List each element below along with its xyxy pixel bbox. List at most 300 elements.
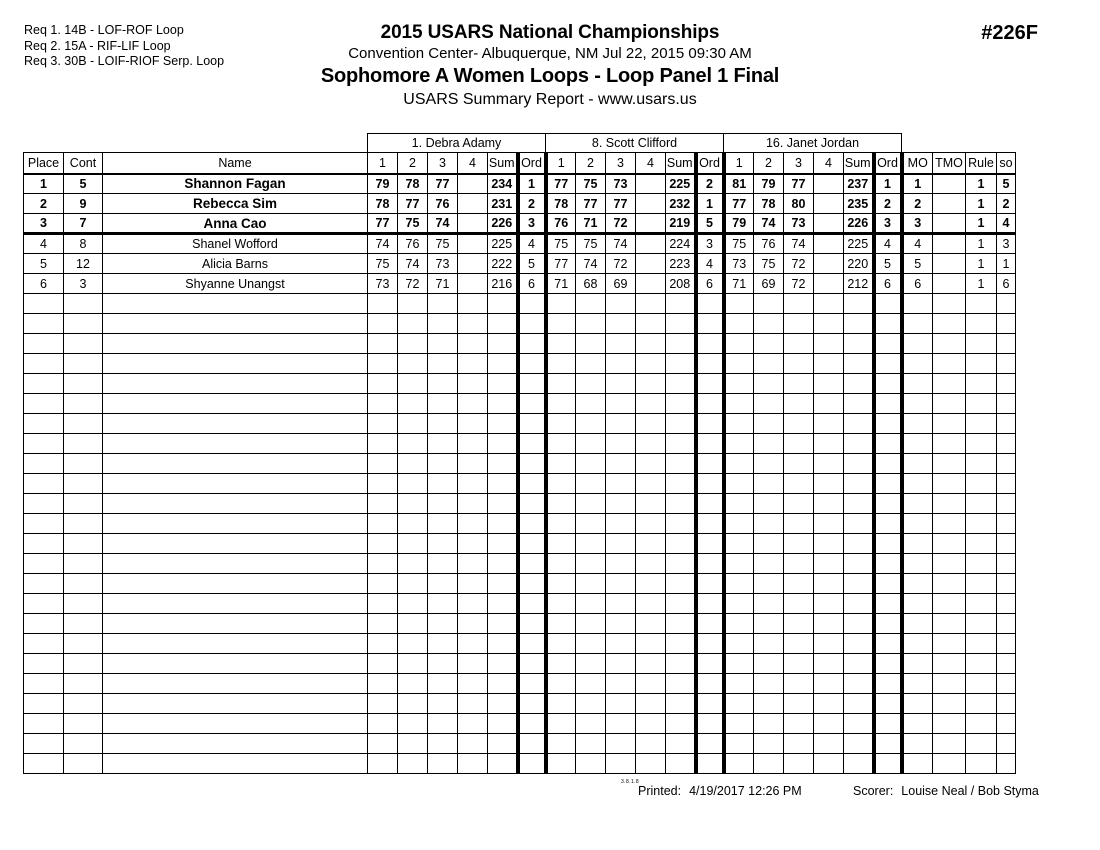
- cell-j2-score: [576, 734, 606, 754]
- column-header-tmo: TMO: [933, 153, 966, 174]
- cell-j2-score: [606, 714, 636, 734]
- empty-table-row: [24, 534, 1016, 554]
- cell-cont: [64, 734, 103, 754]
- cell-j1-score: [368, 654, 398, 674]
- cell-rule: [966, 754, 997, 774]
- cell-cont: [64, 494, 103, 514]
- cell-j1-score: [488, 594, 518, 614]
- cell-j1-score: [428, 314, 458, 334]
- cell-j1-score: [368, 754, 398, 774]
- cell-j3-score: [814, 294, 844, 314]
- cell-j2-score: [606, 294, 636, 314]
- cell-j1-score: [488, 654, 518, 674]
- cell-tmo: [933, 554, 966, 574]
- cell-mo: [902, 314, 933, 334]
- cell-j3-ord: [874, 374, 902, 394]
- cell-cont: [64, 534, 103, 554]
- cell-j3-score: [754, 394, 784, 414]
- cell-place: [24, 714, 64, 734]
- cell-j2-score: [576, 314, 606, 334]
- cell-j3-score: [754, 474, 784, 494]
- cell-j2-score: [606, 374, 636, 394]
- column-header-j3-ord: Ord: [874, 153, 902, 174]
- cell-j1-score: [458, 594, 488, 614]
- column-header-row: [24, 153, 1016, 174]
- cell-j3-score: [754, 514, 784, 534]
- cell-j2-ord: [696, 474, 724, 494]
- cell-mo: [902, 674, 933, 694]
- cell-j2-score: [636, 414, 666, 434]
- cell-j2-score: [576, 534, 606, 554]
- cell-j3-score: [784, 514, 814, 534]
- cell-j3-score: [784, 394, 814, 414]
- cell-j1-e1: 77: [368, 214, 398, 234]
- score-sheet: [23, 133, 1016, 774]
- cell-place: [24, 574, 64, 594]
- cell-place: [24, 454, 64, 474]
- cell-j1-score: [458, 334, 488, 354]
- build-code: 3.8.1.8: [621, 779, 640, 785]
- empty-table-row: [24, 454, 1016, 474]
- cell-j1-score: [398, 694, 428, 714]
- cell-j3-e1: 81: [724, 174, 754, 194]
- cell-j3-ord: [874, 294, 902, 314]
- cell-so: [997, 674, 1016, 694]
- cell-j1-ord: [518, 674, 546, 694]
- cell-j1-score: [458, 314, 488, 334]
- cell-j3-score: [724, 294, 754, 314]
- cell-j3-ord: 2: [874, 194, 902, 214]
- cell-j1-ord: 5: [518, 254, 546, 274]
- cell-cont: [64, 754, 103, 774]
- cell-j1-score: [488, 354, 518, 374]
- cell-tmo: [933, 514, 966, 534]
- cell-j2-e4: [636, 194, 666, 214]
- cell-j1-score: [488, 294, 518, 314]
- cell-skater-name: Shyanne Unangst: [103, 274, 368, 294]
- cell-place: [24, 674, 64, 694]
- cell-j1-score: [458, 354, 488, 374]
- cell-j1-ord: [518, 354, 546, 374]
- cell-j1-score: [488, 554, 518, 574]
- cell-cont: [64, 654, 103, 674]
- cell-j1-score: [368, 534, 398, 554]
- cell-j1-score: [398, 394, 428, 414]
- cell-j2-ord: [696, 574, 724, 594]
- cell-rule: [966, 354, 997, 374]
- cell-j2-score: [576, 354, 606, 374]
- cell-j2-score: [636, 594, 666, 614]
- cell-j2-score: [636, 634, 666, 654]
- cell-tmo: [933, 334, 966, 354]
- cell-j1-score: [428, 674, 458, 694]
- cell-j3-ord: [874, 554, 902, 574]
- cell-j2-ord: 1: [696, 194, 724, 214]
- cell-mo: [902, 694, 933, 714]
- cell-j1-score: [488, 734, 518, 754]
- cell-j3-e3: 77: [784, 174, 814, 194]
- cell-so: 6: [997, 274, 1016, 294]
- column-header-so: so: [997, 153, 1016, 174]
- cell-j1-score: [488, 374, 518, 394]
- cell-j2-score: [606, 454, 636, 474]
- cell-j2-score: [666, 674, 696, 694]
- cell-j2-score: [576, 594, 606, 614]
- cell-j1-score: [368, 434, 398, 454]
- cell-j1-score: [488, 674, 518, 694]
- cell-j1-ord: [518, 714, 546, 734]
- cell-mo: [902, 574, 933, 594]
- cell-skater-name: [103, 334, 368, 354]
- cell-j2-score: [636, 434, 666, 454]
- cell-j1-score: [428, 454, 458, 474]
- cell-j2-score: [606, 494, 636, 514]
- cell-j2-ord: [696, 554, 724, 574]
- cell-mo: [902, 394, 933, 414]
- cell-j1-score: [458, 634, 488, 654]
- cell-j2-ord: [696, 674, 724, 694]
- column-header-j1-elem2: 2: [398, 153, 428, 174]
- cell-skater-name: Shannon Fagan: [103, 174, 368, 194]
- requirement-line: Req 3. 30B - LOIF-RIOF Serp. Loop: [24, 54, 225, 68]
- cell-j3-e3: 72: [784, 274, 814, 294]
- cell-skater-name: [103, 514, 368, 534]
- cell-skater-name: [103, 494, 368, 514]
- cell-j1-score: [428, 294, 458, 314]
- cell-j2-sum: 232: [666, 194, 696, 214]
- cell-rule: 1: [966, 254, 997, 274]
- cell-j3-score: [754, 534, 784, 554]
- cell-j1-score: [428, 634, 458, 654]
- cell-j1-score: [458, 494, 488, 514]
- cell-j3-score: [814, 334, 844, 354]
- cell-j3-score: [844, 494, 874, 514]
- judge-name-2: 8. Scott Clifford: [546, 134, 724, 153]
- cell-rule: 1: [966, 274, 997, 294]
- cell-j3-score: [754, 574, 784, 594]
- cell-j3-e1: 77: [724, 194, 754, 214]
- cell-j2-score: [546, 614, 576, 634]
- cell-j1-score: [458, 714, 488, 734]
- cell-j2-score: [546, 334, 576, 354]
- cell-j2-score: [546, 414, 576, 434]
- report-header: [0, 0, 1100, 120]
- cell-j2-score: [666, 434, 696, 454]
- cell-place: [24, 634, 64, 654]
- cell-j1-ord: 1: [518, 174, 546, 194]
- cell-j1-score: [428, 534, 458, 554]
- cell-j3-score: [754, 694, 784, 714]
- cell-j2-ord: [696, 434, 724, 454]
- cell-j1-sum: 231: [488, 194, 518, 214]
- cell-j2-score: [636, 374, 666, 394]
- cell-j3-score: [814, 474, 844, 494]
- cell-j1-score: [488, 714, 518, 734]
- cell-j3-score: [724, 514, 754, 534]
- cell-j3-ord: [874, 754, 902, 774]
- cell-skater-name: [103, 574, 368, 594]
- cell-cont: [64, 574, 103, 594]
- empty-table-row: [24, 554, 1016, 574]
- empty-table-row: [24, 734, 1016, 754]
- cell-so: [997, 754, 1016, 774]
- cell-j2-score: [606, 694, 636, 714]
- cell-j1-ord: 4: [518, 234, 546, 254]
- cell-j2-score: [576, 454, 606, 474]
- cell-place: [24, 534, 64, 554]
- column-header-j2-ord: Ord: [696, 153, 724, 174]
- cell-j3-score: [724, 374, 754, 394]
- cell-j2-e3: 74: [606, 234, 636, 254]
- cell-j1-e4: [458, 214, 488, 234]
- cell-skater-name: [103, 594, 368, 614]
- cell-j2-score: [576, 334, 606, 354]
- cell-j1-e4: [458, 174, 488, 194]
- cell-skater-name: [103, 634, 368, 654]
- cell-j2-score: [636, 554, 666, 574]
- cell-rule: [966, 674, 997, 694]
- cell-j3-score: [844, 394, 874, 414]
- cell-j2-score: [666, 654, 696, 674]
- cell-j2-score: [606, 614, 636, 634]
- cell-j3-e4: [814, 254, 844, 274]
- cell-j3-score: [754, 454, 784, 474]
- cell-j3-e4: [814, 174, 844, 194]
- cell-mo: [902, 514, 933, 534]
- cell-cont: [64, 674, 103, 694]
- cell-j3-e2: 76: [754, 234, 784, 254]
- cell-j1-score: [368, 734, 398, 754]
- cell-j2-score: [576, 614, 606, 634]
- cell-j2-ord: [696, 594, 724, 614]
- cell-so: [997, 374, 1016, 394]
- empty-table-row: [24, 574, 1016, 594]
- cell-j3-ord: [874, 594, 902, 614]
- cell-j2-e3: 77: [606, 194, 636, 214]
- cell-j2-score: [636, 494, 666, 514]
- cell-mo: 3: [902, 214, 933, 234]
- cell-place: [24, 494, 64, 514]
- column-header-cont: Cont: [64, 153, 103, 174]
- cell-j1-score: [368, 454, 398, 474]
- cell-j1-score: [488, 314, 518, 334]
- cell-j1-e2: 75: [398, 214, 428, 234]
- cell-j3-score: [844, 654, 874, 674]
- cell-j1-e1: 75: [368, 254, 398, 274]
- cell-so: [997, 334, 1016, 354]
- cell-j2-e2: 77: [576, 194, 606, 214]
- cell-j3-score: [724, 494, 754, 514]
- cell-j1-ord: [518, 434, 546, 454]
- cell-rule: [966, 374, 997, 394]
- cell-j3-score: [754, 434, 784, 454]
- cell-j3-score: [724, 534, 754, 554]
- empty-table-row: [24, 474, 1016, 494]
- cell-j3-e1: 75: [724, 234, 754, 254]
- cell-j3-score: [724, 574, 754, 594]
- cell-skater-name: [103, 354, 368, 374]
- cell-j3-score: [814, 714, 844, 734]
- cell-tmo: [933, 454, 966, 474]
- column-header-j1-ord: Ord: [518, 153, 546, 174]
- cell-j3-score: [754, 634, 784, 654]
- cell-j1-sum: 222: [488, 254, 518, 274]
- cell-tmo: [933, 274, 966, 294]
- cell-j1-ord: [518, 614, 546, 634]
- cell-skater-name: [103, 654, 368, 674]
- cell-j2-score: [606, 534, 636, 554]
- cell-tmo: [933, 354, 966, 374]
- cell-j2-sum: 224: [666, 234, 696, 254]
- cell-j1-score: [458, 554, 488, 574]
- cell-j1-score: [428, 354, 458, 374]
- cell-rule: [966, 514, 997, 534]
- cell-j1-score: [398, 454, 428, 474]
- column-header-j2-elem3: 3: [606, 153, 636, 174]
- table-row: [24, 194, 1016, 214]
- cell-j1-sum: 226: [488, 214, 518, 234]
- cell-mo: [902, 534, 933, 554]
- table-row: [24, 254, 1016, 274]
- cell-tmo: [933, 234, 966, 254]
- cell-j3-score: [724, 554, 754, 574]
- cell-place: [24, 754, 64, 774]
- cell-j3-score: [844, 354, 874, 374]
- cell-j2-score: [636, 734, 666, 754]
- cell-j3-score: [844, 434, 874, 454]
- cell-mo: 2: [902, 194, 933, 214]
- cell-cont: [64, 694, 103, 714]
- cell-j2-score: [636, 614, 666, 634]
- cell-j1-score: [458, 394, 488, 414]
- cell-tmo: [933, 594, 966, 614]
- cell-j1-score: [368, 374, 398, 394]
- cell-j2-e2: 75: [576, 234, 606, 254]
- column-header-j3-elem1: 1: [724, 153, 754, 174]
- cell-rule: [966, 654, 997, 674]
- cell-tmo: [933, 254, 966, 274]
- empty-table-row: [24, 614, 1016, 634]
- cell-j3-sum: 212: [844, 274, 874, 294]
- cell-j1-ord: [518, 574, 546, 594]
- cell-j3-score: [754, 374, 784, 394]
- cell-cont: 3: [64, 274, 103, 294]
- cell-j2-score: [546, 374, 576, 394]
- cell-skater-name: Alicia Barns: [103, 254, 368, 274]
- cell-j3-e1: 79: [724, 214, 754, 234]
- cell-j3-score: [784, 314, 814, 334]
- cell-place: 5: [24, 254, 64, 274]
- cell-skater-name: [103, 374, 368, 394]
- cell-mo: [902, 334, 933, 354]
- cell-skater-name: [103, 314, 368, 334]
- cell-j2-score: [666, 574, 696, 594]
- cell-tmo: [933, 174, 966, 194]
- cell-place: [24, 334, 64, 354]
- cell-j2-score: [666, 514, 696, 534]
- title-block: [180, 22, 920, 111]
- cell-j1-score: [368, 354, 398, 374]
- empty-table-row: [24, 294, 1016, 314]
- cell-skater-name: [103, 674, 368, 694]
- cell-j3-score: [814, 434, 844, 454]
- cell-j2-score: [666, 314, 696, 334]
- cell-mo: [902, 494, 933, 514]
- empty-table-row: [24, 594, 1016, 614]
- cell-j3-ord: [874, 394, 902, 414]
- cell-j3-score: [844, 574, 874, 594]
- cell-j3-score: [814, 674, 844, 694]
- cell-j1-score: [398, 534, 428, 554]
- cell-j2-score: [546, 754, 576, 774]
- scorer-label: Scorer:: [853, 784, 894, 798]
- cell-j2-score: [546, 494, 576, 514]
- cell-j3-score: [724, 694, 754, 714]
- cell-j3-ord: [874, 454, 902, 474]
- cell-j2-score: [636, 694, 666, 714]
- cell-j1-e3: 76: [428, 194, 458, 214]
- column-header-j2-elem4: 4: [636, 153, 666, 174]
- cell-j2-score: [666, 494, 696, 514]
- cell-cont: [64, 554, 103, 574]
- cell-j3-score: [724, 734, 754, 754]
- cell-j1-score: [368, 674, 398, 694]
- cell-rule: [966, 594, 997, 614]
- cell-cont: [64, 434, 103, 454]
- cell-j2-score: [576, 654, 606, 674]
- cell-cont: [64, 414, 103, 434]
- cell-j2-score: [606, 654, 636, 674]
- cell-j1-score: [398, 374, 428, 394]
- cell-j3-score: [814, 494, 844, 514]
- cell-j1-e1: 79: [368, 174, 398, 194]
- cell-so: [997, 734, 1016, 754]
- cell-j2-score: [636, 314, 666, 334]
- cell-j2-ord: 3: [696, 234, 724, 254]
- cell-j3-ord: [874, 574, 902, 594]
- cell-rule: [966, 394, 997, 414]
- cell-j2-score: [576, 574, 606, 594]
- cell-so: [997, 294, 1016, 314]
- cell-j1-score: [368, 594, 398, 614]
- cell-j3-score: [814, 414, 844, 434]
- cell-place: [24, 394, 64, 414]
- cell-j2-score: [666, 374, 696, 394]
- column-header-rule: Rule: [966, 153, 997, 174]
- cell-j1-e1: 74: [368, 234, 398, 254]
- cell-j3-ord: 3: [874, 214, 902, 234]
- column-header-j3-elem4: 4: [814, 153, 844, 174]
- cell-j3-score: [814, 614, 844, 634]
- cell-so: [997, 514, 1016, 534]
- cell-so: [997, 634, 1016, 654]
- cell-j2-ord: 4: [696, 254, 724, 274]
- cell-mo: [902, 654, 933, 674]
- cell-j2-score: [636, 454, 666, 474]
- cell-j3-ord: [874, 494, 902, 514]
- cell-j3-ord: [874, 734, 902, 754]
- cell-j2-score: [576, 414, 606, 434]
- cell-j1-ord: [518, 334, 546, 354]
- cell-j1-score: [368, 494, 398, 514]
- cell-j2-e2: 71: [576, 214, 606, 234]
- table-row: [24, 174, 1016, 194]
- cell-j2-score: [546, 434, 576, 454]
- cell-j3-ord: [874, 614, 902, 634]
- cell-j1-score: [428, 694, 458, 714]
- requirement-line: Req 2. 15A - RIF-LIF Loop: [24, 38, 171, 53]
- cell-place: [24, 294, 64, 314]
